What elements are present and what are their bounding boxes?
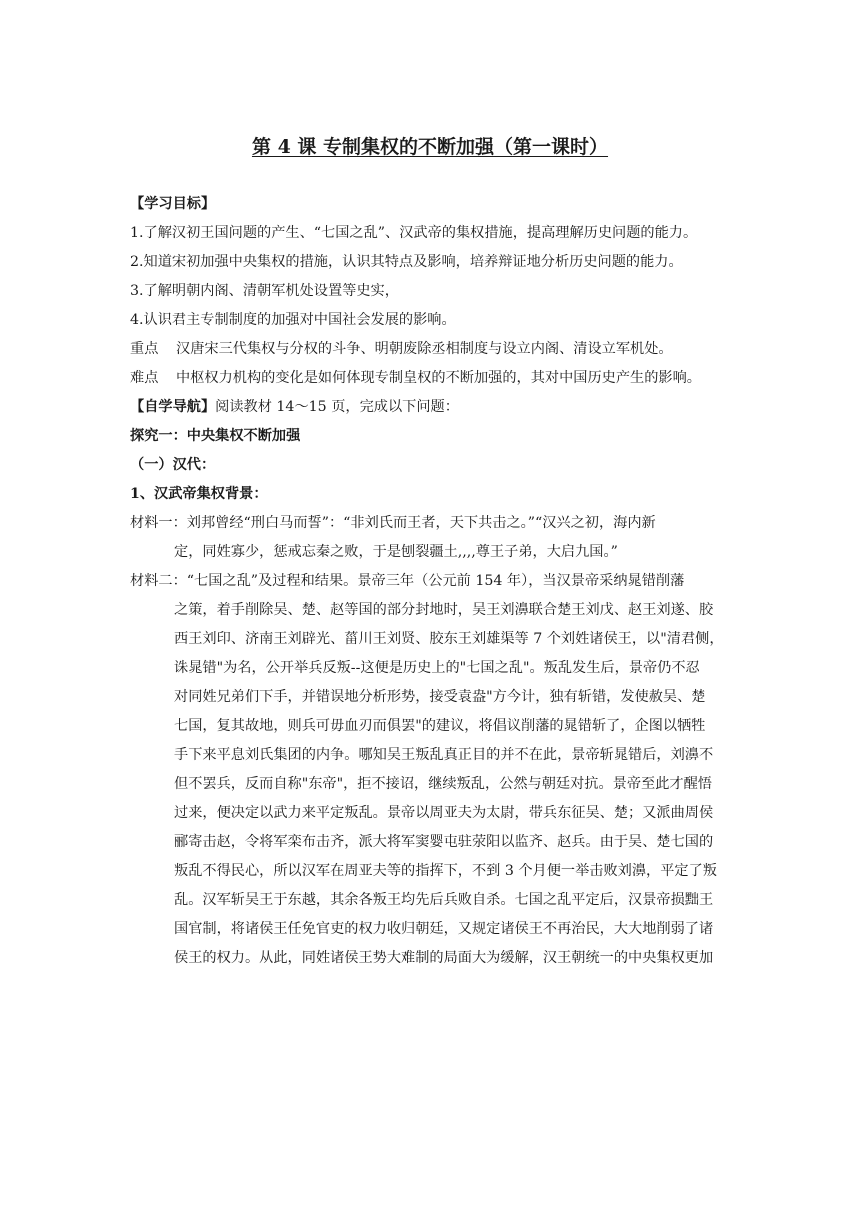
material-two [130,567,740,973]
material-two-line: 侯王的权力。从此，同姓诸侯王势大难制的局面大为缓解，汉王朝统一的中央集权更加 [174,950,714,966]
material-two-line: 诛晁错"为名，公开举兵反叛--这便是历史上的"七国之乱"。叛乱发生后，景帝仍不忍 [174,660,700,676]
material-one-label: 材料一： [130,515,187,531]
material-two-label: 材料二： [130,573,187,589]
material-two-line: 七国，复其故地，则兵可毋血刃而俱罢"的建议，将倡议削藩的晁错斩了，企图以牺牲 [174,718,706,734]
difficulty-text: 中枢权力机构的变化是如何体现专制皇权的不断加强的，其对中国历史产生的影响。 [176,370,701,386]
key-point-label: 重点 [130,341,159,357]
material-one-first-line [130,509,740,538]
difficulty-row [130,364,740,393]
material-two-line: “七国之乱”及过程和结果。景帝三年（公元前 154 年），当汉景帝采纳晁错削藩 [186,573,685,589]
key-point-text: 汉唐宋三代集权与分权的斗争、明朝废除丞相制度与设立内阁、清设立军机处。 [176,341,673,357]
self-study-text: 阅读教材 14～15 页，完成以下问题： [215,399,459,415]
key-point-row [130,335,740,364]
material-two-line: 过来，便决定以武力来平定叛乱。景帝以周亚夫为太尉，带兵东征吴、楚；又派曲周侯 [174,805,714,821]
material-two-line: 之策，着手削除吴、楚、赵等国的部分封地时，吴王刘濞联合楚王刘戊、赵王刘遂、胶 [174,602,714,618]
subsection-heading: 1、汉武帝集权背景： [130,486,268,502]
objective-item: 4.认识君主专制制度的加强对中国社会发展的影响。 [130,312,456,328]
material-one-line: 定，同姓寡少，惩戒忘秦之败，于是刨裂疆土,,,,尊王子弟，大启九国。” [174,544,618,560]
material-two-line: 郦寄击赵，令将军栾布击齐，派大将军窦婴屯驻荥阳以监齐、赵兵。由于吴、楚七国的 [174,834,714,850]
objective-item: 2.知道宋初加强中央集权的措施，认识其特点及影响，培养辩证地分析历史问题的能力。 [130,254,683,270]
self-study-row [130,393,740,422]
material-two-line: 对同姓兄弟们下手，并错误地分析形势，接受袁盎"方今计，独有斩错，发使赦吴、楚 [174,689,706,705]
material-two-first-line [130,567,740,596]
objective-item: 3.了解明朝内阁、清朝军机处设置等史实， [130,283,399,299]
material-two-line: 西王刘印、济南王刘辟光、菑川王刘贤、胶东王刘雄渠等 7 个刘姓诸侯王，以"清君侧， [174,631,724,647]
objectives-heading: 【学习目标】 [130,196,216,212]
material-two-line: 国官制，将诸侯王任免官吏的权力收归朝廷，又规定诸侯王不再治民，大大地削弱了诸 [174,921,714,937]
material-two-line: 但不罢兵，反而自称"东帝"，拒不接诏，继续叛乱，公然与朝廷对抗。景帝至此才醒悟 [174,776,712,792]
material-one-line: 刘邦曾经“刑白马而誓”：“非刘氏而王者，天下共击之。”“汉兴之初，海内新 [186,515,656,531]
document-body [130,190,740,973]
section-heading: （一）汉代： [130,457,216,473]
difficulty-label: 难点 [130,370,159,386]
material-two-line: 叛乱不得民心，所以汉军在周亚夫等的指挥下，不到 3 个月便一举击败刘濞，平定了叛 [174,863,717,879]
material-two-line: 手下来平息刘氏集团的内争。哪知吴王叛乱真正目的并不在此，景帝斩晁错后，刘濞不 [174,747,714,763]
material-two-line: 乱。汉军斩吴王于东越，其余各叛王均先后兵败自杀。七国之乱平定后，汉景帝损黜王 [174,892,714,908]
explore-heading: 探究一：中央集权不断加强 [130,428,301,444]
objective-item: 1.了解汉初王国问题的产生、“七国之乱”、汉武帝的集权措施，提高理解历史问题的能力。 [130,225,698,241]
self-study-heading: 【自学导航】 [130,399,216,415]
document-title-text: 第 4 课 专制集权的不断加强（第一课时） [251,136,609,158]
document-title [0,133,860,161]
material-one [130,509,740,567]
